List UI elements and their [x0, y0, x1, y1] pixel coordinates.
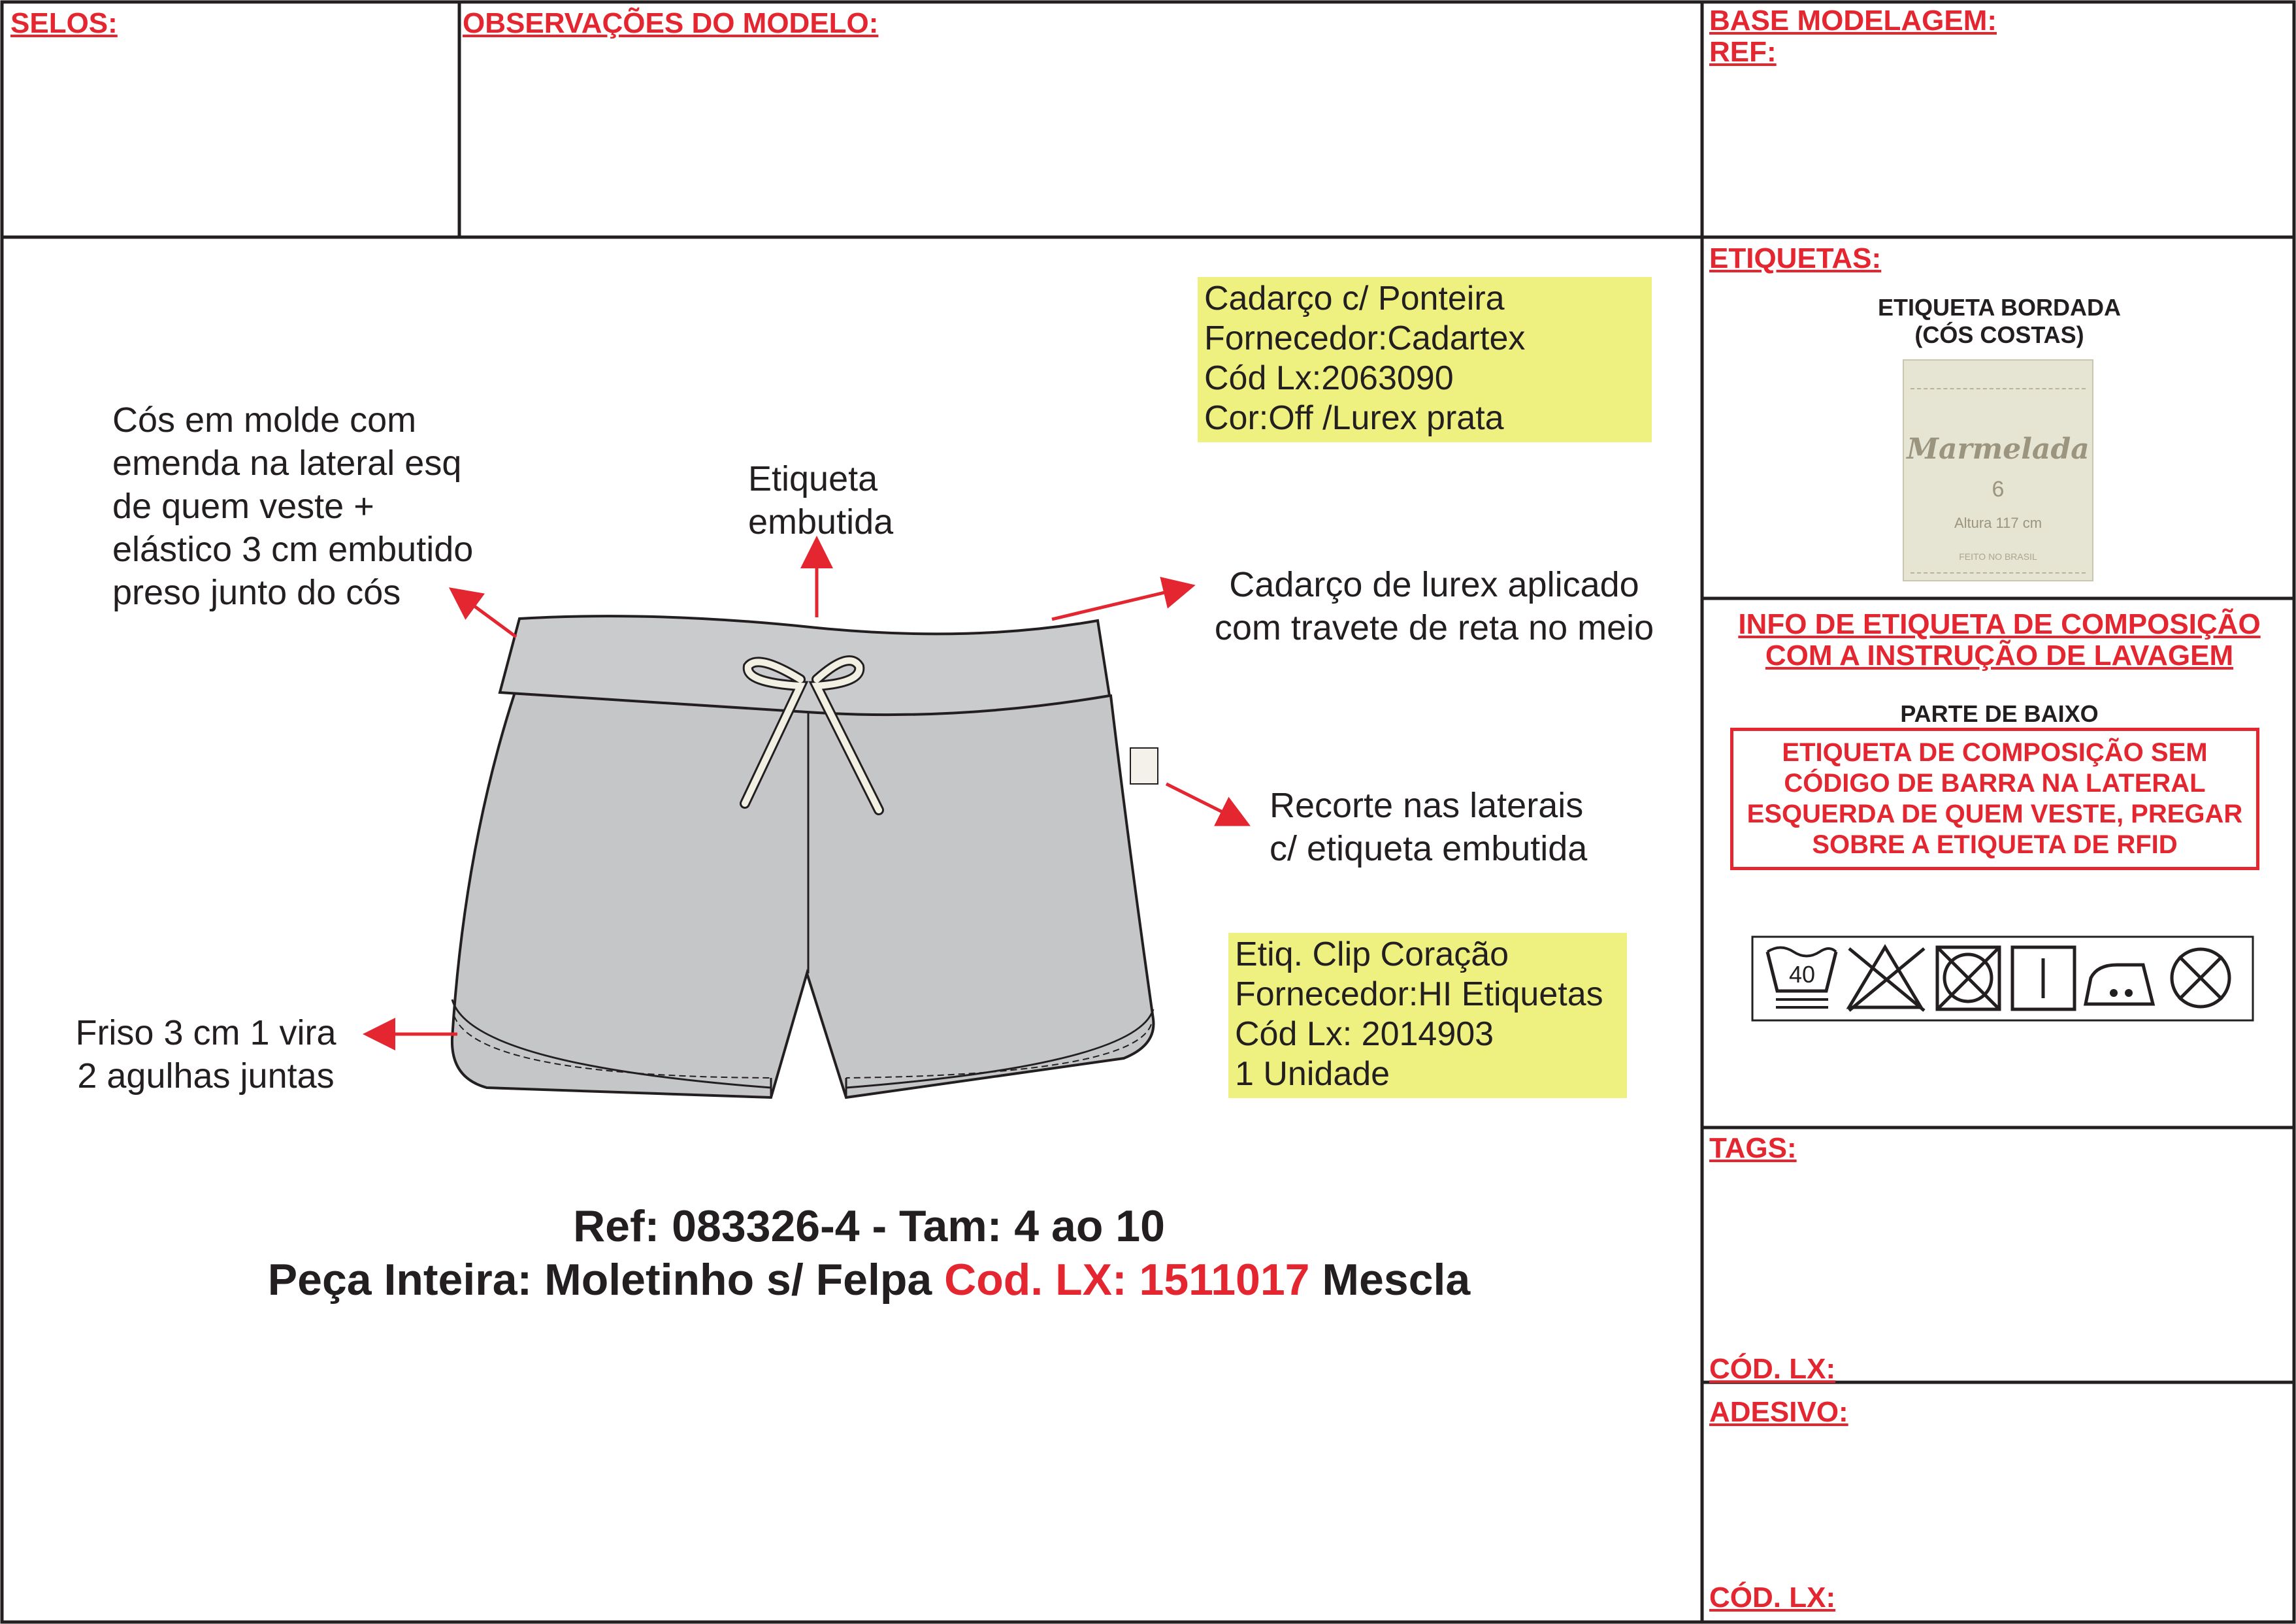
cadarco-line-1: Cadarço c/ Ponteira [1204, 280, 1505, 317]
composicao-instruction-box: ETIQUETA DE COMPOSIÇÃO SEM CÓDIGO DE BARRA NA LATERAL ESQUERDA DE QUEM VESTE, PREGAR SOBRE A ETIQUETA DE RFID [1730, 728, 2259, 870]
cadarco-line-2: Fornecedor:Cadartex [1204, 319, 1526, 357]
ref-header: REF: [1709, 36, 1777, 68]
adesivo-cod-lx: CÓD. LX: [1709, 1582, 1836, 1614]
etiqueta-bordada-caption: ETIQUETA BORDADA (CÓS COSTAS) [1878, 294, 2121, 348]
clip-info-box [1228, 933, 1627, 1098]
adesivo-header: ADESIVO: [1709, 1396, 1848, 1428]
observacoes-header: OBSERVAÇÕES DO MODELO: [463, 7, 879, 39]
arrow-recorte [1166, 784, 1245, 823]
ref-title: Ref: 083326-4 - Tam: 4 ao 10 [573, 1201, 1165, 1251]
clip-line-2: Fornecedor:HI Etiquetas [1235, 975, 1603, 1013]
shorts-body [452, 692, 1154, 1097]
no-tumble-dry-icon [1937, 947, 1999, 1009]
fabric-title: Peça Inteira: Moletinho s/ Felpa Cod. LX: 1511017 Mescla [267, 1255, 1471, 1305]
base-modelagem-header: BASE MODELAGEM: [1709, 5, 1997, 37]
parte-de-baixo: PARTE DE BAIXO [1900, 700, 2099, 727]
etiquetas-header: ETIQUETAS: [1709, 242, 1882, 274]
clip-line-4: 1 Unidade [1235, 1055, 1390, 1093]
no-dry-clean-icon [2172, 949, 2229, 1007]
wash-40-icon [1767, 948, 1836, 1008]
cadarco-line-3: Cód Lx:2063090 [1204, 359, 1454, 397]
arrow-cadarco-lurex [1052, 587, 1189, 619]
cos-note: Cós em molde com emenda na lateral esq de quem veste + elástico 3 cm embutido preso junto do cós [112, 400, 474, 612]
label-origin: FEITO NO BRASIL [1959, 551, 2037, 562]
iron-icon [2086, 965, 2153, 1004]
cadarco-lurex-note: Cadarço de lurex aplicado com travete de reta no meio [1214, 565, 1654, 647]
info-composicao-header: INFO DE ETIQUETA DE COMPOSIÇÃO COM A INSTRUÇÃO DE LAVAGEM [1738, 608, 2261, 672]
svg-text:40: 40 [1788, 961, 1816, 988]
tags-header: TAGS: [1709, 1132, 1797, 1164]
label-size: 6 [1992, 477, 2005, 502]
clip-heart-label [1130, 748, 1158, 784]
care-symbols [1751, 935, 2254, 1022]
tags-cod-lx: CÓD. LX: [1709, 1353, 1836, 1385]
clip-line-3: Cód Lx: 2014903 [1235, 1015, 1494, 1053]
etiqueta-embutida-note: Etiqueta embutida [748, 459, 894, 542]
no-bleach-icon [1849, 947, 1924, 1011]
woven-label [1903, 359, 2093, 581]
line-dry-icon [2012, 947, 2075, 1009]
clip-line-1: Etiq. Clip Coração [1235, 935, 1509, 973]
selos-header: SELOS: [10, 7, 118, 39]
cadarco-info-box [1198, 277, 1652, 442]
cadarco-line-4: Cor:Off /Lurex prata [1204, 399, 1504, 437]
recorte-note: Recorte nas laterais c/ etiqueta embutida [1270, 786, 1588, 868]
label-height: Altura 117 cm [1954, 515, 2042, 531]
label-brand: Marmelada [1907, 432, 2090, 466]
friso-note: Friso 3 cm 1 vira 2 agulhas juntas [75, 1013, 336, 1096]
